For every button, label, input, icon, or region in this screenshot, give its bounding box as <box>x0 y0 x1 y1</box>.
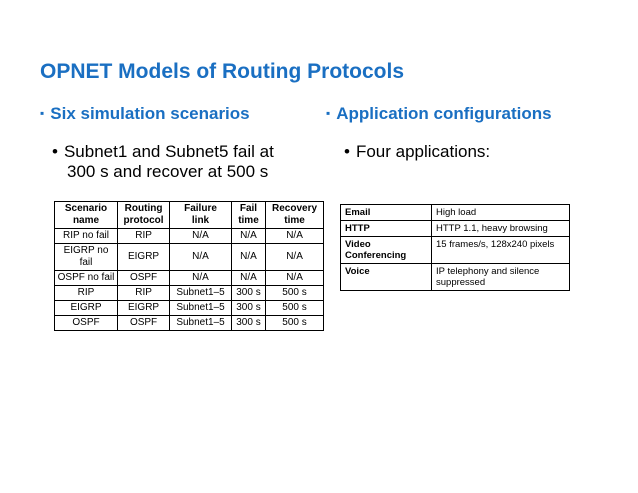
table-cell: OSPF <box>55 316 118 331</box>
table-row <box>341 205 570 221</box>
table-cell: N/A <box>266 244 324 271</box>
header-routing-protocol: Routing protocol <box>118 202 170 229</box>
app-name-cell: HTTP <box>341 221 432 237</box>
table-cell: N/A <box>170 271 232 286</box>
table-row <box>55 229 324 244</box>
table-row <box>341 264 570 291</box>
app-config-cell: High load <box>432 205 570 221</box>
right-heading-text: Application configurations <box>336 104 552 123</box>
right-heading <box>326 104 552 124</box>
left-sub-bullet <box>52 142 302 182</box>
table-cell: Subnet1–5 <box>170 301 232 316</box>
left-bullet-line1: Subnet1 and Subnet5 fail at <box>63 142 274 161</box>
table-cell: N/A <box>170 244 232 271</box>
table-row <box>55 301 324 316</box>
table-cell: EIGRP <box>118 301 170 316</box>
square-bullet-icon: ▪ <box>40 106 45 120</box>
table-cell: 300 s <box>231 316 265 331</box>
app-config-cell: IP telephony and silence suppressed <box>432 264 570 291</box>
table-row <box>55 286 324 301</box>
dot-bullet-icon: • <box>52 142 58 161</box>
app-name-cell: Voice <box>341 264 432 291</box>
dot-bullet-icon: • <box>344 142 350 161</box>
app-config-cell: HTTP 1.1, heavy browsing <box>432 221 570 237</box>
table-cell: 300 s <box>231 286 265 301</box>
table-cell: Subnet1–5 <box>170 316 232 331</box>
applications-table <box>340 204 570 291</box>
table-cell: 500 s <box>266 316 324 331</box>
table-cell: 500 s <box>266 286 324 301</box>
app-name-cell: Video Conferencing <box>341 237 432 264</box>
table-cell: N/A <box>231 244 265 271</box>
table-cell: N/A <box>266 271 324 286</box>
table-cell: OSPF <box>118 271 170 286</box>
app-config-cell: 15 frames/s, 128x240 pixels <box>432 237 570 264</box>
right-bullet-text: Four applications: <box>355 142 491 161</box>
table-cell: OSPF <box>118 316 170 331</box>
table-cell: N/A <box>266 229 324 244</box>
slide-title: OPNET Models of Routing Protocols <box>40 60 404 83</box>
left-bullet-line2: 300 s and recover at 500 s <box>67 162 269 181</box>
header-fail-time: Fail time <box>231 202 265 229</box>
table-cell: RIP <box>55 286 118 301</box>
table-cell: RIP <box>118 286 170 301</box>
table-cell: Subnet1–5 <box>170 286 232 301</box>
header-failure-link: Failure link <box>170 202 232 229</box>
table-cell: RIP <box>118 229 170 244</box>
table-cell: 500 s <box>266 301 324 316</box>
table-cell: RIP no fail <box>55 229 118 244</box>
square-bullet-icon: ▪ <box>326 106 331 120</box>
table-cell: N/A <box>231 229 265 244</box>
header-scenario-name: Scenario name <box>55 202 118 229</box>
table-cell: EIGRP <box>55 301 118 316</box>
table-cell: EIGRP <box>118 244 170 271</box>
table-header-row <box>55 202 324 229</box>
right-sub-bullet <box>344 142 594 162</box>
table-cell: OSPF no fail <box>55 271 118 286</box>
table-cell: 300 s <box>231 301 265 316</box>
table-cell: N/A <box>231 271 265 286</box>
table-cell: N/A <box>170 229 232 244</box>
left-heading <box>40 104 250 124</box>
table-row <box>55 316 324 331</box>
table-row <box>341 221 570 237</box>
table-cell: EIGRP no fail <box>55 244 118 271</box>
table-row <box>55 244 324 271</box>
app-name-cell: Email <box>341 205 432 221</box>
left-heading-text: Six simulation scenarios <box>50 104 250 123</box>
table-row <box>341 237 570 264</box>
header-recovery-time: Recovery time <box>266 202 324 229</box>
scenarios-table <box>54 201 324 331</box>
table-row <box>55 271 324 286</box>
